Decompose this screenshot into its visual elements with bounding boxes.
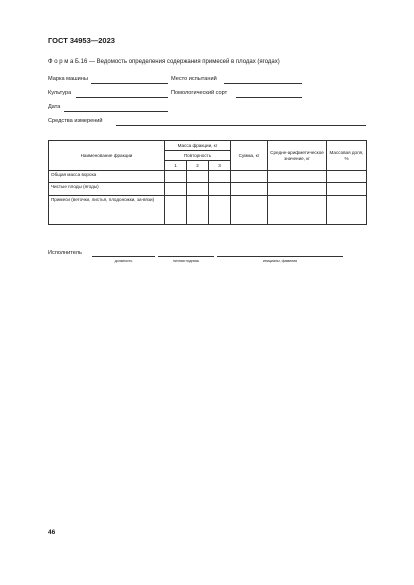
date-line[interactable] (64, 111, 168, 112)
table-row (49, 171, 367, 183)
page-number: 46 (48, 529, 56, 536)
table-cell[interactable] (268, 171, 327, 183)
col-header-sum: Сумма, кг (231, 141, 268, 171)
form-caption (48, 59, 280, 65)
test-site-label: Место испытаний (171, 76, 217, 82)
col-header-mass-share: Массовая доля, % (327, 141, 367, 171)
table-cell[interactable] (327, 171, 367, 183)
table-cell[interactable] (268, 196, 327, 225)
signature-line[interactable] (158, 256, 214, 257)
instruments-line[interactable] (116, 125, 366, 126)
table-cell[interactable] (231, 171, 268, 183)
table-cell[interactable] (231, 183, 268, 196)
instruments-label: Средства измерений (48, 118, 103, 124)
variety-line[interactable] (236, 97, 302, 98)
row-label: Общая масса вороха (49, 171, 165, 183)
rep-number: 3 (209, 161, 231, 171)
rep-number: 1 (165, 161, 187, 171)
table-cell[interactable] (187, 183, 209, 196)
machine-brand-line[interactable] (91, 83, 168, 84)
table-cell[interactable] (327, 196, 367, 225)
variety-label: Помологический сорт (171, 90, 228, 96)
table-cell[interactable] (165, 196, 187, 225)
signature-caption: личная подпись (172, 259, 200, 263)
position-caption: должность (114, 259, 133, 263)
form-number: Ф о р м а Б.16 (48, 59, 88, 65)
table-cell[interactable] (209, 171, 231, 183)
crop-line[interactable] (76, 97, 168, 98)
table-cell[interactable] (268, 183, 327, 196)
machine-brand-label: Марка машины (48, 76, 88, 82)
position-line[interactable] (92, 256, 155, 257)
name-line[interactable] (217, 256, 343, 257)
row-label: Чистые плоды (ягоды) (49, 183, 165, 196)
rep-number: 2 (187, 161, 209, 171)
form-title: Ведомость определения содержания примесей в плодах (ягодах) (96, 59, 280, 65)
table-cell[interactable] (209, 196, 231, 225)
table-row (49, 196, 367, 225)
row-label: Примеси (веточки, листья, плодоножки, за-вязи) (49, 196, 165, 225)
table-cell[interactable] (165, 183, 187, 196)
table-cell[interactable] (231, 196, 268, 225)
col-header-repetition: Повторность (165, 151, 231, 161)
col-header-fraction-mass: Масса фракции, кг (165, 141, 231, 151)
table-cell[interactable] (187, 196, 209, 225)
table-cell[interactable] (187, 171, 209, 183)
crop-label: Культура (48, 90, 72, 96)
table-cell[interactable] (209, 183, 231, 196)
table-row (49, 183, 367, 196)
caption-dash: — (88, 59, 97, 65)
date-label: Дата (48, 104, 61, 110)
impurities-table (48, 140, 367, 225)
table-cell[interactable] (327, 183, 367, 196)
col-header-fraction-name: Наименование фракции (49, 141, 165, 171)
col-header-mean: Средне-арифметическое значение, кг (268, 141, 327, 171)
executor-label: Исполнитель (48, 250, 82, 256)
test-site-line[interactable] (224, 83, 302, 84)
standard-header: ГОСТ 34953—2023 (48, 36, 115, 45)
table-cell[interactable] (165, 171, 187, 183)
name-caption: инициалы, фамилия (262, 259, 298, 263)
